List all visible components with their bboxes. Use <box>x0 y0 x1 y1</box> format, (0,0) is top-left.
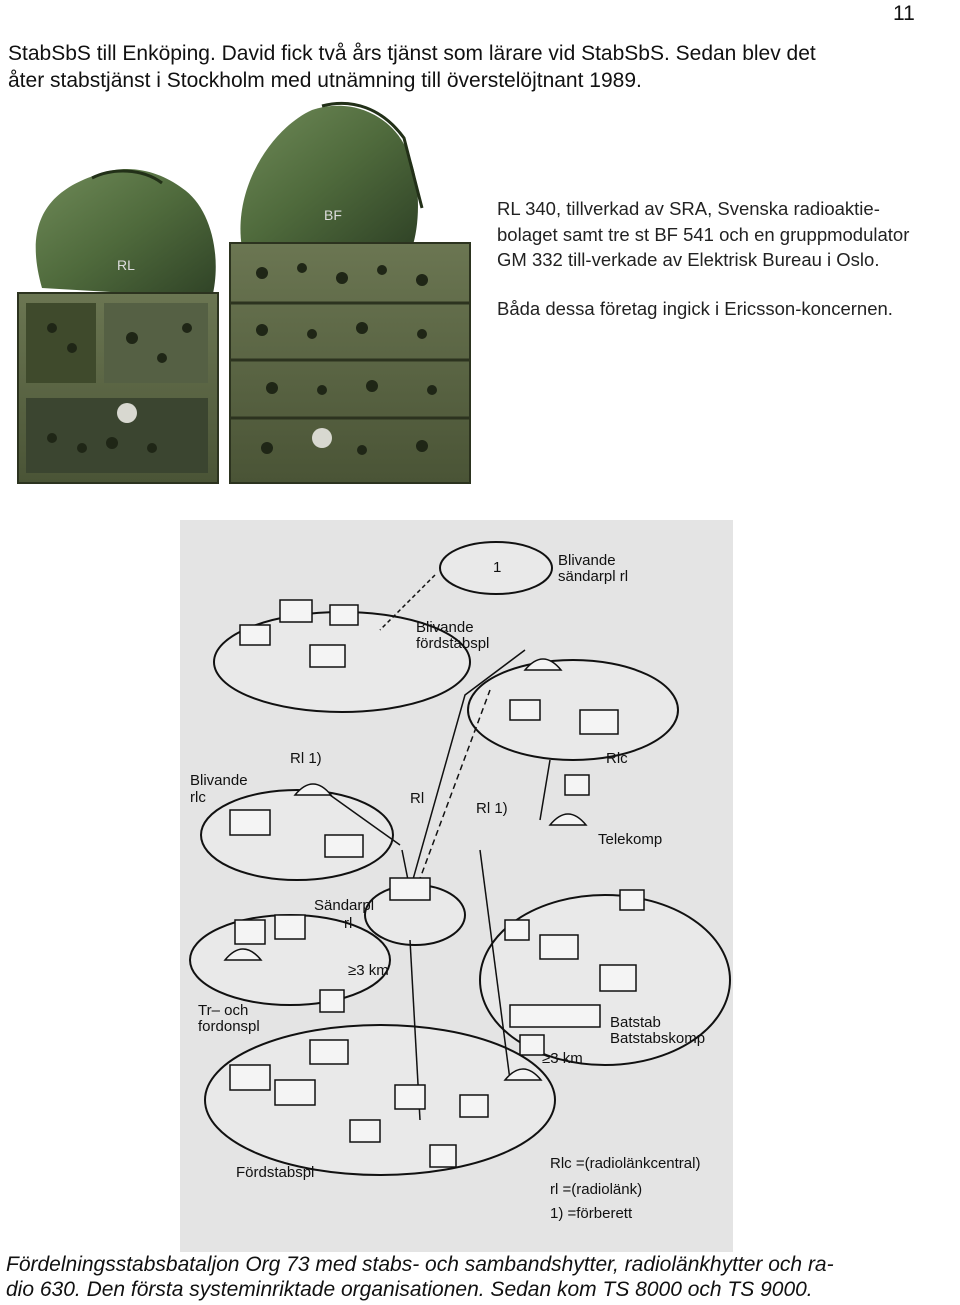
label-blivande-fordstabspl-2: fördstabspl <box>416 635 490 652</box>
label-rlc: Rlc <box>606 750 628 767</box>
equipment-illustration <box>12 98 472 488</box>
label-rl1-mid: Rl 1) <box>476 800 508 817</box>
caption-line-4: Båda dessa företag ingick i Ericsson-koncernen. <box>497 298 893 319</box>
top-oval-number: 1 <box>493 559 502 576</box>
caption-line-1: RL 340, tillverkad av SRA, Svenska radioaktie- <box>497 198 880 219</box>
caption-line-3: GM 332 till-verkade av Elektrisk Bureau i Oslo. <box>497 249 880 270</box>
label-blivande-sandarpl-1: Blivande <box>558 552 616 569</box>
footer-line-2: dio 630. Den första systeminriktade organisationen. Sedan kom TS 8000 och TS 9000. <box>6 1278 813 1301</box>
page-number: 11 <box>893 2 915 25</box>
label-batstab-2: Batstabskomp <box>610 1030 706 1047</box>
label-fordstabspl: Fördstabspl <box>236 1164 315 1181</box>
label-dist-3km-1: ≥3 km <box>348 962 389 979</box>
legend-line-3: 1) =förberett <box>550 1205 633 1222</box>
label-rl1-left: Rl 1) <box>290 750 322 767</box>
label-blivande-fordstabspl-1: Blivande <box>416 619 474 636</box>
label-blivande-sandarpl-2: sändarpl rl <box>558 568 629 585</box>
bag-right <box>240 106 418 248</box>
oval-fordstabspl <box>205 1025 555 1175</box>
label-sandarpl-1: Sändarpl <box>314 897 375 914</box>
equipment-caption <box>497 196 957 273</box>
link-rl1-mid <box>415 690 490 892</box>
oval-rlc <box>468 660 678 760</box>
label-dist-3km-2: ≥3 km <box>542 1050 583 1067</box>
label-blivande-rlc-2: rlc <box>190 789 206 806</box>
caption-line-2: bolaget samt tre st BF 541 och en gruppmodulator <box>497 223 910 245</box>
footer-caption <box>6 1252 946 1302</box>
intro-line-1: StabSbS till Enköping. David fick två års tjänst som lärare vid StabSbS. Sedan blev det <box>8 42 816 65</box>
label-batstab-1: Batstab <box>610 1014 661 1031</box>
footer-line-1: Fördelningsstabsbataljon Org 73 med stabs- och sambandshytter, radiolänkhytter och ra- <box>6 1253 834 1276</box>
organisation-diagram <box>180 520 733 1252</box>
equipment-photo <box>12 98 472 488</box>
legend-line-1: Rlc =(radiolänkcentral) <box>550 1155 701 1172</box>
label-tr-och-2: fordonspl <box>198 1018 260 1035</box>
label-rl-mid: Rl <box>410 790 425 807</box>
bag-left-label: RL <box>117 257 135 273</box>
label-telekomp: Telekomp <box>598 831 663 848</box>
organisation-diagram-svg <box>180 520 733 1252</box>
label-tr-och-1: Tr– och <box>198 1002 249 1019</box>
label-blivande-rlc-1: Blivande <box>190 772 248 789</box>
caption-note <box>497 296 957 322</box>
link-telekomp <box>540 760 550 820</box>
bag-right-label: BF <box>324 207 342 223</box>
intro-line-2: åter stabstjänst i Stockholm med utnämning till överstelöjtnant 1989. <box>8 69 642 92</box>
intro-paragraph <box>8 40 908 94</box>
label-sandarpl-2: rl <box>344 915 353 932</box>
bag-left <box>36 169 216 298</box>
legend-line-2: rl =(radiolänk) <box>550 1181 643 1198</box>
